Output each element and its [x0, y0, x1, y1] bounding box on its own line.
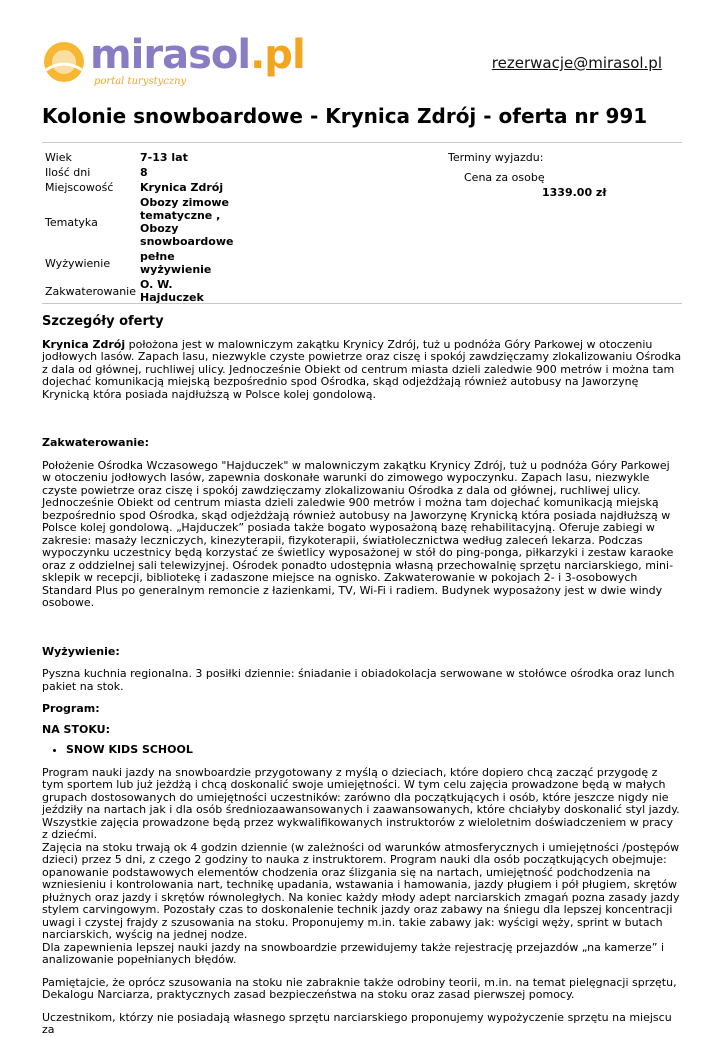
intro-paragraph [42, 339, 682, 402]
offer-details [42, 316, 682, 1037]
food-heading: Wyżywienie: [42, 644, 120, 658]
info-row-dni [43, 165, 242, 180]
info-label: Wyżywienie [45, 256, 111, 270]
accommodation-heading: Zakwaterowanie: [42, 436, 150, 449]
program-text-2: Zajęcia na stoku trwają ok 4 godzin dziennie (w zależności od warunków atmosferycznych i umiejętności /postępów dzieci) przez 5 dni, z czego 2 godziny to nauka z instruktorem. Program nauki dla osób początkujących obejmuje: opanowanie podstawowych elementów chodzenia oraz ślizgania się na nartach, umiejętność podchodzenia na wzniesieniu i kontrolowania nart, technikę upadania, wstawania i hamowania, jazdy pługiem i pół pługiem, skrętów płużnych oraz jazdy i skrętów równoległych. Na koniec każdy młody adept narciarskich zmagań pozna zasady jazdy stylem carvingowym. Pozostały czas to doskonalenie technik jazdy oraz zabawy na śniegu dla lepszej koncentracji uwagi i czystej frajdy z szusowania na stoku. Proponujemy m.in. takie zabawy jak: wyścigi węży, sprint w butach narciarskich, wyścig na jednej nodze. [42, 840, 680, 941]
price-label: Cena za osobę [464, 171, 545, 184]
divider [42, 303, 682, 304]
info-value: Obozy zimowe tematyczne , Obozy snowboardowe [140, 196, 234, 248]
info-label: Wiek [45, 151, 72, 164]
slope-heading: NA STOKU: [42, 722, 110, 736]
intro-text: położona jest w malowniczym zakątku Krynicy Zdrój, tuż u podnóża Góry Parkowej w otoczeniu jodłowych lasów. Zapach lasu, niezwykle czyste powietrze oraz ciszę i spokój zawdzięczamy zlokalizowaniu Ośrodka z dala od głównej, ruchliwej ulicy. Jednocześnie Obiekt od centrum miasta dzieli zaledwie 900 metrów i można tam dojechać komunikacją miejską bezpośrednio spod Ośrodka, skąd odjeżdżają również autobusy na Jaworzynę Krynicką która posiada najdłuższą w Polsce kolej gondolową. [42, 337, 682, 401]
info-row-wiek [43, 150, 242, 165]
info-row-zakwaterowanie [43, 277, 242, 305]
theory-paragraph: Pamiętajcie, że oprócz szusowania na stoku nie zabraknie także odrobiny teorii, m.in. na temat pielęgnacji sprzętu, Dekalogu Narciarza, praktycznych zasad bezpieczeństwa na stoku oraz zasad pierwszej pomocy. [42, 975, 677, 1001]
info-row-miejscowosc [43, 180, 242, 195]
divider [42, 142, 682, 143]
program-heading: Program: [42, 702, 100, 715]
food-text: Pyszna kuchnia regionalna. 3 posiłki dziennie: śniadanie i obiadokolacja serwowane w stołówce ośrodka oraz lunch pakiet na stok. [42, 667, 675, 693]
program-text-3: Dla zapewnienia lepszej nauki jazdy na snowboardzie przewidujemy także rejestrację przejazdów „na kamerze” i analizowanie popełnianych błędów. [42, 940, 665, 966]
info-label: Zakwaterowanie [45, 284, 137, 298]
info-label: Ilość dni [45, 166, 91, 179]
info-value: pełne wyżywienie [140, 250, 212, 276]
logo-subtitle: portal turystyczny [94, 76, 187, 87]
info-label: Tematyka [45, 215, 98, 229]
info-value: Krynica Zdrój [140, 181, 224, 194]
info-value: 7-13 lat [140, 151, 188, 164]
logo-name: mirasol [90, 32, 251, 78]
terminy-label: Terminy wyjazdu: [448, 151, 544, 164]
logo-wordmark [90, 32, 305, 78]
info-label: Miejscowość [45, 181, 114, 194]
sun-icon [42, 40, 86, 84]
email-link[interactable]: rezerwacje@mirasol.pl [491, 54, 662, 72]
program-list [42, 744, 682, 757]
list-item: • SNOW KIDS SCHOOL [66, 744, 682, 757]
info-row-wyzywienie [43, 249, 242, 277]
logo-tld: .pl [250, 32, 305, 78]
price-value: 1339.00 zł [542, 186, 607, 199]
program-text: Program nauki jazdy na snowboardzie przygotowany z myślą o dzieciach, które dopiero chcą zacząć przygodę z tym sportem lub już jeżdżą i chcą doskonalić swoje umiejętności. W tym celu zajęcia prowadzone będą w małych grupach dostosowanych do umiejętności uczestników: zarówno dla początkujących i osób, które jeszcze nigdy nie jeździły na nartach jak i dla osób średniozaawansowanych i zaawansowanych, które chciałyby doskonalić styl jazdy. Wszystkie zajęcia prowadzone będą przez wykwalifikowanych instruktorów z wieloletnim doświadczeniem w pracy z dziećmi. [42, 765, 680, 841]
info-value: O. W. Hajduczek [140, 278, 204, 304]
intro-bold: Krynica Zdrój [42, 337, 126, 351]
details-heading: Szczegóły oferty [42, 314, 164, 329]
equipment-paragraph: Uczestnikom, którzy nie posiadają własnego sprzętu narciarskiego proponujemy wypożyczenie sprzętu na miejscu za [42, 1010, 672, 1036]
mirasol-logo[interactable] [42, 32, 305, 92]
accommodation-text: Położenie Ośrodka Wczasowego "Hajduczek" w malowniczym zakątku Krynicy Zdrój, tuż u podnóża Góry Parkowej w otoczeniu jodłowych lasów, zapewnia doskonałe warunki do zimowego wypoczynku. Zapach lasu, niezwykle czyste powietrze oraz ciszę i spokój zawdzięczamy zlokalizowaniu Ośrodka z dala od głównej, ruchliwej ulicy. Jednocześnie Obiekt od centrum miasta dzieli zaledwie 900 metrów i można tam dojechać komunikacją miejską bezpośrednio spod Ośrodka, skąd odjeżdżają również autobusy na Jaworzynę Krynicką która posiada najdłuższą w Polsce kolej gondolową. „Hajduczek” posiada także bogato wyposażoną bazę rehabilitacyjną. Oferuje zabiegi w zakresie: masaży leczniczych, kinezyterapii, fizykoterapii, światłolecznictwa według zaleceń lekarza. Podczas wypoczynku uczestnicy będą korzystać ze świetlicy wyposażonej w stół do ping-ponga, piłkarzyki i zestaw karaoke oraz z oddzielnej sali telewizyjnej. Ośrodek ponadto udostępnia własną przechowalnię sprzętu narciarskiego, mini-sklepik w recepcji, bibliotekę i zadaszone miejsce na ognisko. Zakwaterowanie w pokojach 2- i 3-osobowych Standard Plus po generalnym remoncie z łazienkami, TV, Wi-Fi i radiem. Budynek wyposażony jest w dwie windy osobowe. [42, 458, 674, 609]
info-row-tematyka [43, 195, 242, 249]
info-value: 8 [140, 166, 148, 179]
offer-info-table [43, 150, 242, 305]
page-title: Kolonie snowboardowe - Krynica Zdrój - oferta nr 991 [42, 104, 648, 128]
